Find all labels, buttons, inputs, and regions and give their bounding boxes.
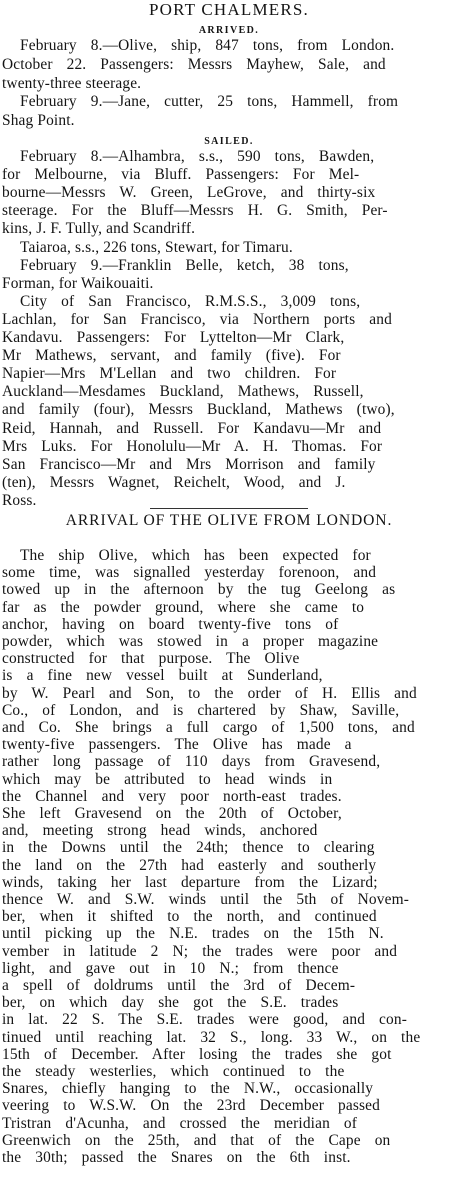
article-line: veering to W.S.W. On the 23rd December passed [2,1097,380,1115]
article-line: which may be attributed to head winds in [2,770,333,788]
article-line: light, and gave out in 10 N.; from thence [2,959,339,977]
arrived-heading: ARRIVED. [198,25,260,36]
article-line: is a fine new vessel built at Sunderland, [2,667,323,685]
sailed-line: San Francisco—Mr and Mrs Morrison and family [2,455,376,473]
sailed-line: Lachlan, for San Francisco, via Northern ports and [2,310,392,328]
article-line: Snares, chiefly hanging to the N.W., occasionally [2,1080,374,1098]
article-line: in the Downs until the 24th; thence to clearing [2,839,375,857]
article-line: vember in latitude 2 N; the trades were poor and [2,942,398,960]
sailed-line: Auckland—Mesdames Buckland, Mathews, Russell, [2,383,364,401]
article-line: a spell of doldrums until the 3rd of Decem- [2,977,356,994]
sailed-line: kins, J. F. Tully, and Scandriff. [2,220,196,238]
arrived-line: Shag Point. [2,112,75,130]
sailed-heading: SAILED. [204,136,254,147]
sailed-line: February 9.—Franklin Belle, ketch, 38 tons, [20,256,349,274]
arrived-line: twenty-three steerage. [2,74,142,92]
article-line: powder, which was stowed in a proper magazine [2,633,379,650]
article-line: She left Gravesend on the 20th of October, [2,805,342,822]
article-line: and, meeting strong head winds, anchored [2,822,318,840]
sailed-line: steerage. For the Bluff—Messrs H. G. Smith, Per- [2,202,388,220]
sailed-line: for Melbourne, via Bluff. Passengers: For Mel- [2,166,360,184]
article-line: The ship Olive, which has been expected for [20,547,371,564]
page-title: PORT CHALMERS. [149,0,309,19]
sailed-line: City of San Francisco, R.M.S.S., 3,009 tons, [20,292,361,310]
arrived-line: October 22. Passengers: Messrs Mayhew, Sale, and [2,55,386,73]
article-line: Tristran d'Acunha, and crossed the meridian of [2,1114,358,1132]
article-line: the 30th; passed the Snares on the 6th inst. [2,1149,351,1166]
sailed-line: (ten), Messrs Wagnet, Reichelt, Wood, and J. [2,473,346,491]
article-line: in lat. 22 S. The S.E. trades were good, and con- [2,1011,407,1029]
sailed-line: bourne—Messrs W. Green, LeGrove, and thirty-six [2,184,376,202]
article-line: the land on the 27th had easterly and southerly [2,856,377,874]
sailed-line: Mr Mathews, servant, and family (five). For [2,347,341,365]
article-line: far as the powder ground, where she came to [2,598,365,616]
sailed-line: Reid, Hannah, and Russell. For Kandavu—Mr and [2,419,382,437]
article-line: twenty-five passengers. The Olive has made a [2,736,352,754]
article-line: Co., of London, and is chartered by Shaw, Saville, [2,701,400,719]
article-line: the Channel and very poor north-east trades. [2,787,342,805]
article-line: winds, taking her last departure from the Lizard; [2,873,378,891]
article-line: thence W. and S.W. winds until the 5th of Novem- [2,891,409,908]
sailed-line: Mrs Luks. For Honolulu—Mr A. H. Thomas. For [2,437,383,455]
divider [150,508,308,509]
sailed-line: Kandavu. Passengers: For Lyttelton—Mr Clark, [2,329,345,346]
sailed-line: Napier—Mrs M'Lellan and two children. For [2,365,337,383]
article-line: constructed for that purpose. The Olive [2,650,300,668]
sailed-line: Ross. [2,491,37,509]
sailed-line: Taiaroa, s.s., 226 tons, Stewart, for Timaru. [20,238,293,256]
article-line: Greenwich on the 25th, and that of the Cape on [2,1131,391,1149]
sailed-line: and family (four), Messrs Buckland, Mathews (two), [2,401,395,419]
article-line: some time, was signalled yesterday forenoon, and [2,564,377,582]
arrived-line: February 8.—Olive, ship, 847 tons, from London. [20,37,395,54]
arrived-line: February 9.—Jane, cutter, 25 tons, Hammell, from [20,93,399,111]
article-line: rather long passage of 110 days from Gravesend, [2,753,381,771]
sailed-line: Forman, for Waikouaiti. [2,274,154,292]
article-heading: ARRIVAL OF THE OLIVE FROM LONDON. [65,512,393,529]
article-line: the steady westerlies, which continued to the [2,1063,345,1080]
article-line: ber, when it shifted to the north, and continued [2,908,377,926]
article-line: tinued until reaching lat. 32 S., long. 33 W., on the [2,1028,421,1046]
article-line: by W. Pearl and Son, to the order of H. Ellis and [2,684,417,702]
article-line: towed up in the afternoon by the tug Geelong as [2,581,396,599]
sailed-line: February 8.—Alhambra, s.s., 590 tons, Bawden, [20,148,375,165]
article-line: 15th of December. After losing the trades she got [2,1045,392,1063]
article-line: and Co. She brings a full cargo of 1,500 tons, and [2,719,415,736]
article-line: ber, on which day she got the S.E. trades [2,994,339,1012]
article-line: anchor, having on board twenty-five tons of [2,615,339,633]
article-line: until picking up the N.E. trades on the 15th N. [2,925,384,943]
